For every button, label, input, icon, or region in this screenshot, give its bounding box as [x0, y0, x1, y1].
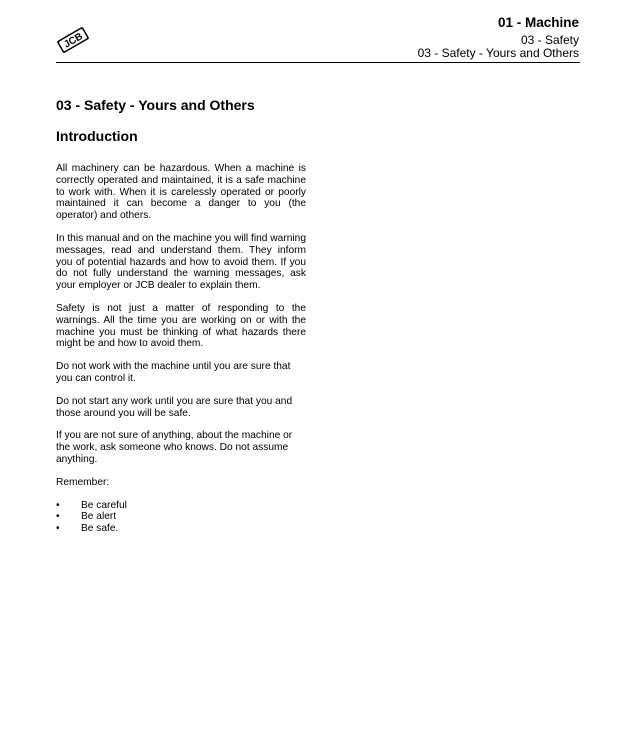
- paragraph-not-sure: If you are not sure of anything, about the machine or the work, ask someone who knows. Do not assume anything.: [56, 430, 293, 465]
- jcb-logo: [55, 27, 91, 53]
- page-title: 03 - Safety - Yours and Others: [56, 97, 255, 113]
- remember-list: [56, 500, 306, 535]
- list-item-text: Be careful: [81, 499, 127, 511]
- paragraph-remember: Remember:: [56, 476, 110, 488]
- paragraph-control: Do not work with the machine until you are sure that you can control it.: [56, 361, 291, 384]
- header-subsection: 03 - Safety - Yours and Others: [417, 46, 579, 60]
- list-item: [56, 511, 306, 523]
- jcb-logo-icon: [55, 27, 91, 53]
- paragraph-warnings: In this manual and on the machine you will find warning messages, read and understand them. They inform you of potential hazards and how to avoid them. If you do not fully understand the warning messages, ask your employer or JCB dealer to explain them.: [56, 232, 306, 292]
- section-heading: Introduction: [56, 128, 138, 144]
- list-item-text: Be alert: [81, 511, 117, 523]
- paragraph-safety: Safety is not just a matter of responding to the warnings. All the time you are working on or with the machine you must be thinking of what hazards there might be and how to avoid them.: [56, 302, 306, 350]
- paragraph-hazardous: All machinery can be hazardous. When a machine is correctly operated and maintained, it is a safe machine to work with. When it is carelessly operated or poorly maintained it can become a danger to you (the operator) and others.: [56, 163, 306, 222]
- bullet-icon: •: [56, 523, 60, 535]
- bullet-icon: •: [56, 511, 60, 523]
- header-divider: [56, 62, 580, 63]
- list-item-text: Be safe.: [81, 523, 119, 535]
- body-text: [56, 163, 306, 535]
- header-section: 03 - Safety: [520, 33, 579, 47]
- jcb-logo-text: JCB: [62, 31, 85, 51]
- list-item: [56, 523, 306, 535]
- paragraph-start-work: Do not start any work until you are sure that you and those around you will be safe.: [56, 395, 293, 419]
- list-item: [56, 500, 306, 512]
- page-header: [418, 15, 579, 60]
- bullet-icon: •: [56, 499, 60, 511]
- header-chapter: 01 - Machine: [497, 15, 579, 30]
